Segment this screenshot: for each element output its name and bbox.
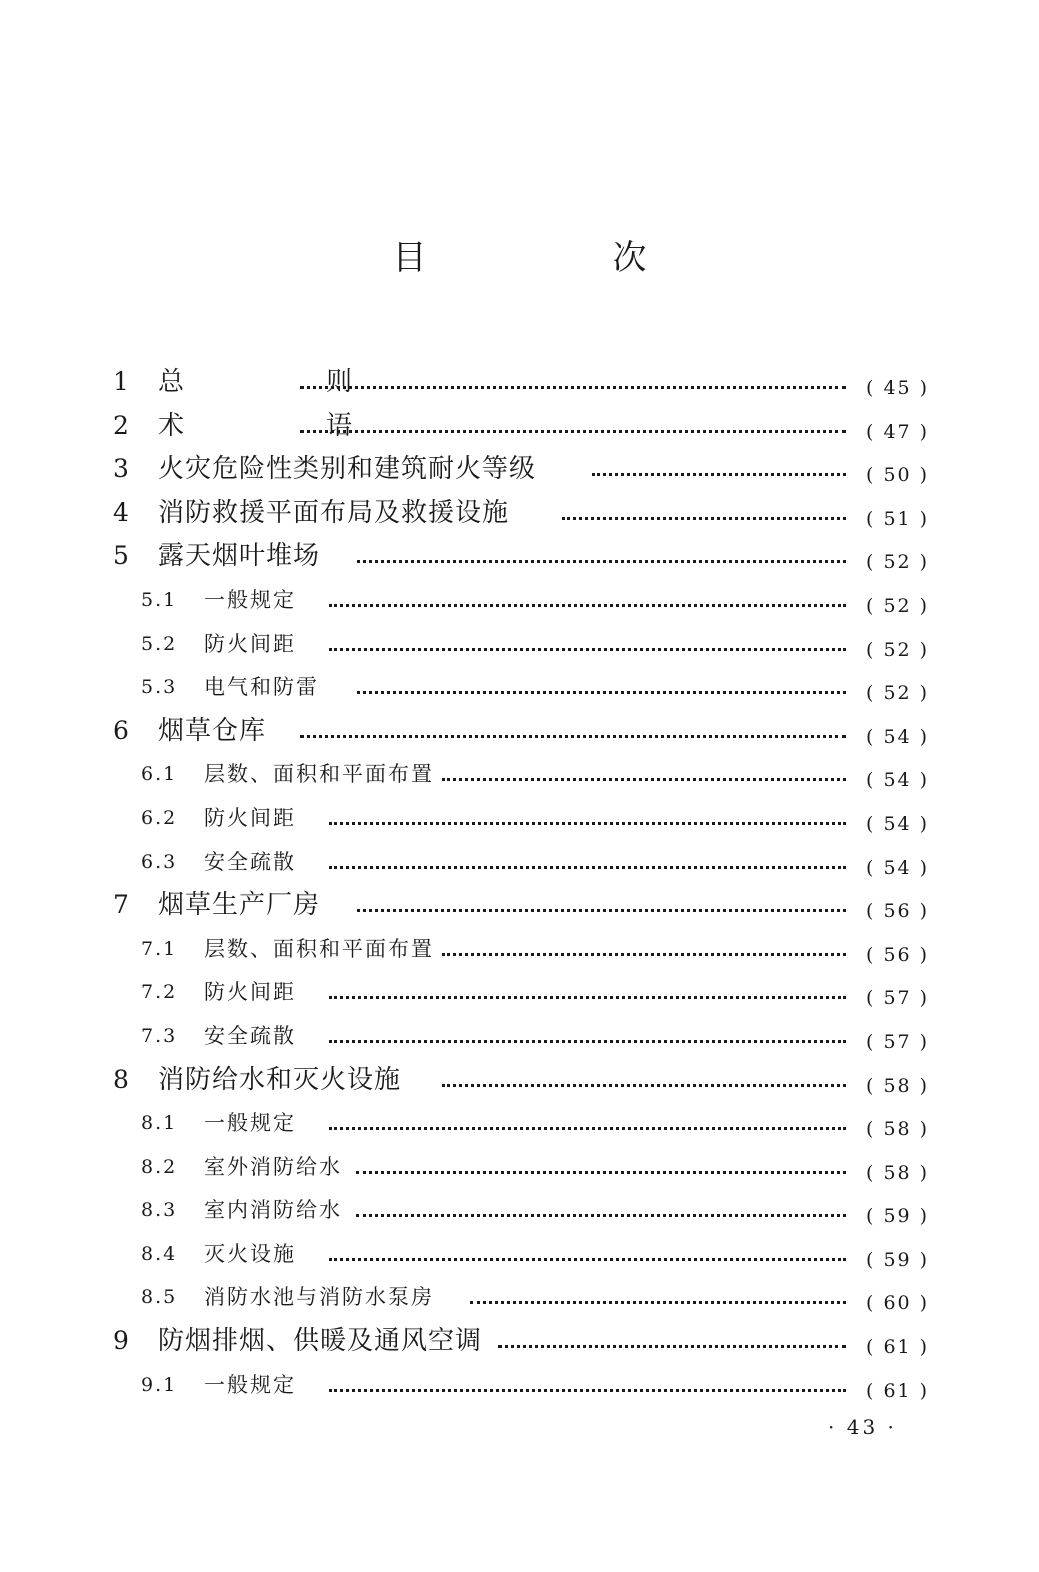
dot-leader xyxy=(329,1258,846,1261)
entry-title: 消防救援平面布局及救援设施 xyxy=(158,497,510,528)
entry-page: ( 52 ) xyxy=(866,638,930,661)
entry-title: 火灾危险性类别和建筑耐火等级 xyxy=(158,454,537,485)
entry-title: 烟草仓库 xyxy=(158,715,267,746)
entry-title: 安全疏散 xyxy=(204,849,296,874)
entry-page: ( 56 ) xyxy=(866,900,930,923)
entry-number: 7.3 xyxy=(141,1024,178,1047)
dot-leader xyxy=(592,473,846,476)
entry-number: 5 xyxy=(113,541,129,571)
dot-leader xyxy=(357,909,846,912)
toc-entry-8-4[interactable] xyxy=(0,1234,1039,1278)
entry-title: 防烟排烟、供暖及通风空调 xyxy=(158,1326,483,1357)
entry-title: 一般规定 xyxy=(204,1372,296,1397)
entry-title: 一般规定 xyxy=(204,587,296,612)
entry-title: 安全疏散 xyxy=(204,1023,296,1048)
table-of-contents xyxy=(0,362,1039,1408)
entry-title: 消防给水和灭火设施 xyxy=(158,1064,402,1095)
entry-number: 5.2 xyxy=(141,632,178,655)
entry-page: ( 54 ) xyxy=(866,856,930,879)
toc-entry-2[interactable] xyxy=(0,406,1039,450)
dot-leader xyxy=(356,1171,846,1174)
entry-page: ( 57 ) xyxy=(866,987,930,1010)
entry-number: 2 xyxy=(113,410,129,440)
entry-page: ( 57 ) xyxy=(866,1030,930,1053)
dot-leader xyxy=(300,430,846,433)
entry-title: 室内消防给水 xyxy=(204,1198,342,1223)
entry-number: 8 xyxy=(113,1064,129,1094)
toc-entry-9[interactable] xyxy=(0,1321,1039,1365)
entry-title: 层数、面积和平面布置 xyxy=(204,762,434,787)
entry-page: ( 50 ) xyxy=(866,464,930,487)
dot-leader xyxy=(329,822,846,825)
entry-page: ( 45 ) xyxy=(866,377,930,399)
dot-leader xyxy=(356,1214,846,1217)
toc-entry-4[interactable] xyxy=(0,493,1039,537)
dot-leader xyxy=(329,866,846,869)
dot-leader xyxy=(300,735,846,738)
entry-number: 7 xyxy=(113,890,129,920)
toc-entry-7-3[interactable] xyxy=(0,1016,1039,1060)
entry-page: ( 52 ) xyxy=(866,594,930,617)
dot-leader xyxy=(329,1127,846,1130)
toc-entry-6-3[interactable] xyxy=(0,842,1039,886)
entry-page: ( 59 ) xyxy=(866,1248,930,1271)
page-number: · 43 · xyxy=(828,1415,897,1439)
entry-page: ( 47 ) xyxy=(866,420,930,443)
entry-number: 8.3 xyxy=(141,1199,178,1222)
dot-leader xyxy=(442,953,846,956)
entry-title: 一般规定 xyxy=(204,1111,296,1136)
entry-number: 5.3 xyxy=(141,676,178,699)
toc-title: 目 次 xyxy=(392,238,723,278)
entry-number: 6 xyxy=(113,715,129,745)
entry-number: 8.4 xyxy=(141,1242,178,1265)
entry-number: 3 xyxy=(113,454,129,484)
toc-entry-8[interactable] xyxy=(0,1060,1039,1104)
entry-title: 室外消防给水 xyxy=(204,1154,342,1179)
entry-title: 总 则 xyxy=(158,367,411,397)
toc-entry-7-1[interactable] xyxy=(0,929,1039,973)
entry-number: 5.1 xyxy=(141,588,178,611)
toc-entry-5-3[interactable] xyxy=(0,667,1039,711)
entry-number: 8.5 xyxy=(141,1286,178,1309)
toc-entry-5-1[interactable] xyxy=(0,580,1039,624)
entry-page: ( 60 ) xyxy=(866,1292,930,1315)
toc-entry-6-2[interactable] xyxy=(0,798,1039,842)
entry-title: 层数、面积和平面布置 xyxy=(204,936,434,961)
dot-leader xyxy=(329,1389,846,1392)
dot-leader xyxy=(357,560,846,563)
entry-number: 6.2 xyxy=(141,806,178,829)
entry-number: 7.1 xyxy=(141,937,178,960)
dot-leader xyxy=(442,1084,846,1087)
toc-entry-5[interactable] xyxy=(0,536,1039,580)
entry-page: ( 52 ) xyxy=(866,551,930,574)
entry-number: 4 xyxy=(113,497,129,527)
toc-entry-6[interactable] xyxy=(0,711,1039,755)
entry-number: 8.2 xyxy=(141,1155,178,1178)
entry-page: ( 56 ) xyxy=(866,943,930,966)
toc-entry-7-2[interactable] xyxy=(0,972,1039,1016)
entry-title: 防火间距 xyxy=(204,805,296,830)
toc-entry-9-1[interactable] xyxy=(0,1365,1039,1409)
entry-title: 露天烟叶堆场 xyxy=(158,541,321,572)
entry-number: 6.3 xyxy=(141,850,178,873)
entry-title: 电气和防雷 xyxy=(204,675,319,700)
toc-entry-8-3[interactable] xyxy=(0,1190,1039,1234)
entry-page: ( 58 ) xyxy=(866,1074,930,1097)
toc-entry-6-1[interactable] xyxy=(0,754,1039,798)
toc-entry-8-2[interactable] xyxy=(0,1147,1039,1191)
dot-leader xyxy=(329,604,846,607)
entry-title: 烟草生产厂房 xyxy=(158,890,321,921)
dot-leader xyxy=(442,778,846,781)
entry-page: ( 54 ) xyxy=(866,812,930,835)
entry-number: 9.1 xyxy=(141,1373,178,1396)
toc-entry-5-2[interactable] xyxy=(0,624,1039,668)
entry-page: ( 52 ) xyxy=(866,682,930,705)
entry-title: 消防水池与消防水泵房 xyxy=(204,1285,434,1310)
entry-page: ( 54 ) xyxy=(866,769,930,792)
dot-leader xyxy=(300,386,846,389)
entry-page: ( 61 ) xyxy=(866,1336,930,1359)
dot-leader xyxy=(357,691,846,694)
entry-page: ( 54 ) xyxy=(866,725,930,748)
entry-title: 灭火设施 xyxy=(204,1241,296,1266)
entry-page: ( 51 ) xyxy=(866,507,930,530)
entry-title: 防火间距 xyxy=(204,980,296,1005)
dot-leader xyxy=(329,648,846,651)
toc-entry-8-1[interactable] xyxy=(0,1103,1039,1147)
entry-title: 术 语 xyxy=(158,410,411,441)
entry-page: ( 59 ) xyxy=(866,1205,930,1228)
dot-leader xyxy=(470,1301,846,1304)
entry-title: 防火间距 xyxy=(204,631,296,656)
entry-number: 1 xyxy=(113,367,129,396)
entry-number: 8.1 xyxy=(141,1112,178,1135)
dot-leader xyxy=(498,1345,846,1348)
toc-entry-8-5[interactable] xyxy=(0,1277,1039,1321)
dot-leader xyxy=(562,517,846,520)
entry-page: ( 58 ) xyxy=(866,1161,930,1184)
entry-page: ( 61 ) xyxy=(866,1379,930,1402)
entry-number: 6.1 xyxy=(141,763,178,786)
toc-entry-3[interactable] xyxy=(0,449,1039,493)
dot-leader xyxy=(329,1040,846,1043)
toc-entry-7[interactable] xyxy=(0,885,1039,929)
entry-page: ( 58 ) xyxy=(866,1118,930,1141)
entry-number: 7.2 xyxy=(141,981,178,1004)
entry-number: 9 xyxy=(113,1326,129,1356)
toc-entry-1[interactable] xyxy=(0,362,1039,406)
dot-leader xyxy=(329,996,846,999)
